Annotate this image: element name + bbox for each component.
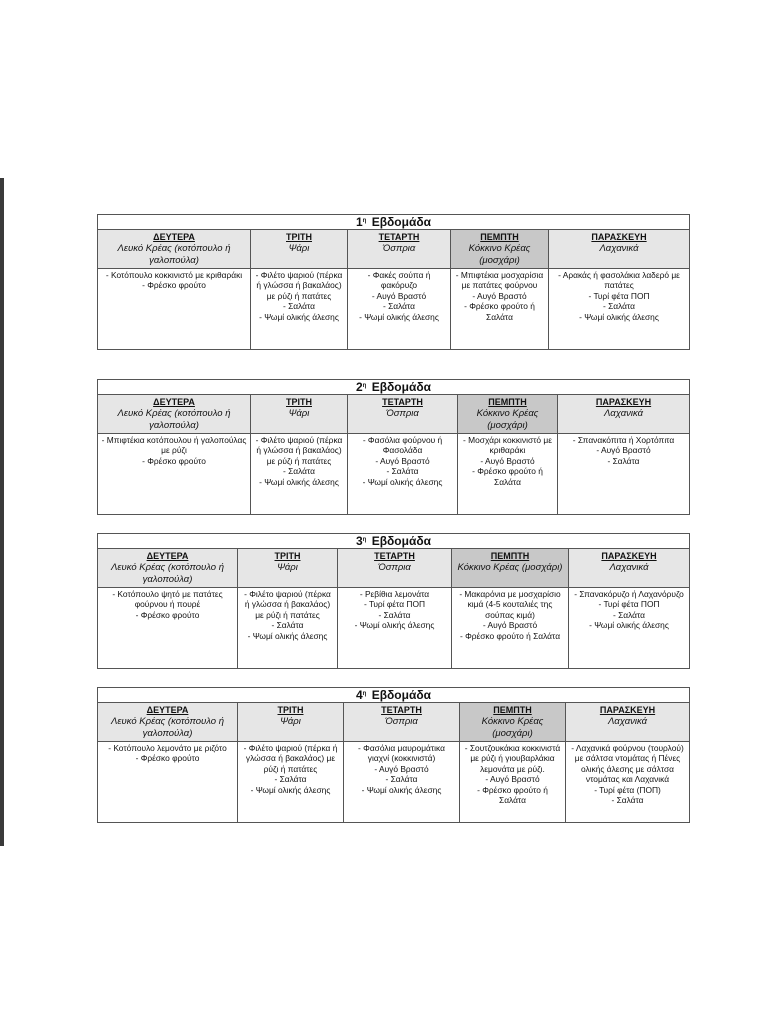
day-name: ΠΑΡΑΣΚΕΥΗ: [591, 232, 647, 242]
meal-item: - Σαλάτα: [607, 455, 640, 466]
day-name: ΠΑΡΑΣΚΕΥΗ: [601, 551, 657, 561]
header-row: [98, 230, 689, 269]
meal-item: - Φρέσκο φρούτο: [142, 280, 206, 291]
meal-item: - Τυρί φέτα ΠΟΠ: [588, 290, 650, 301]
day-name: ΔΕΥΤΕΡΑ: [146, 551, 189, 561]
day-category: Όσπρια: [378, 562, 411, 573]
week-title: [98, 688, 689, 703]
header-row: [98, 703, 689, 742]
day-category: Λαχανικά: [609, 562, 649, 573]
week-title-word: Εβδομάδα: [371, 688, 431, 702]
day-name: ΤΕΤΑΡΤΗ: [381, 705, 422, 715]
meal-item: - Φασόλια φούρνου ή Φασολάδα: [362, 435, 443, 456]
meal-item: - Σαλάτα: [602, 301, 636, 312]
meals-row: [98, 588, 689, 668]
meal-item: - Σαλάτα: [612, 609, 646, 620]
meal-item: - Τυρί φέτα (ΠΟΠ): [594, 784, 661, 795]
meal-item: - Φιλέτο ψαριού (πέρκα ή γλώσσα ή βακαλάος) με ρύζι ή πατάτες: [255, 435, 343, 466]
header-monday: [98, 703, 238, 741]
meal-cell-tuesday: [238, 588, 338, 668]
header-friday: [569, 549, 689, 587]
header-monday: [98, 549, 238, 587]
meal-item: - Σαλάτα: [271, 620, 304, 631]
meal-cell-monday: [98, 269, 251, 349]
day-name: ΤΡΙΤΗ: [286, 397, 312, 407]
meal-cell-monday: [98, 434, 251, 514]
header-wednesday: [344, 703, 460, 741]
meal-item: - Τυρί φέτα ΠΟΠ: [598, 599, 660, 610]
header-wednesday: [348, 395, 458, 433]
meal-item: - Ψωμί ολικής άλεσης: [589, 620, 669, 631]
meal-item: - Αυγό Βραστό: [374, 763, 429, 774]
meal-cell-friday: [566, 742, 689, 822]
meal-item: - Αυγό Βραστό: [472, 290, 527, 301]
meal-cell-thursday: [460, 742, 566, 822]
meal-item: - Αυγό Βραστό: [482, 620, 538, 631]
meal-item: - Φρέσκο φρούτο: [142, 455, 206, 466]
day-name: ΠΕΜΠΤΗ: [493, 705, 532, 715]
meal-cell-thursday: [458, 434, 558, 514]
meal-item: - Λαχανικά φούρνου (τουρλού) με σάλτσα ντομάτας ή Πένες ολικής άλεσης με σάλτσα ντομάτας και Λαχανικά: [571, 743, 684, 785]
meal-item: - Σαλάτα: [282, 466, 316, 477]
week-ordinal: η: [362, 218, 367, 224]
meal-item: - Φιλέτο ψαριού (πέρκα ή γλώσσα ή βακαλάος) με ρύζι ή πατάτες: [244, 589, 331, 620]
day-category: Όσπρια: [386, 408, 419, 419]
meal-item: - Ψωμί ολικής άλεσης: [250, 784, 331, 795]
day-name: ΤΡΙΤΗ: [286, 232, 312, 242]
meal-item: - Ψωμί ολικής άλεσης: [362, 476, 443, 487]
header-row: [98, 395, 689, 434]
day-category: Λαχανικά: [607, 716, 648, 727]
week-2-table: [97, 379, 690, 515]
meal-item: - Φιλέτο ψαριού (πέρκα ή γλώσσα ή βακαλάος) με ρύζι ή πατάτες: [243, 743, 338, 774]
header-tuesday: [251, 395, 348, 433]
week-1-table: [97, 214, 690, 350]
meal-item: - Μπιφτέκια μοσχαρίσια με πατάτες φούρνου: [455, 270, 544, 291]
meal-cell-monday: [98, 742, 238, 822]
meal-item: - Σαλάτα: [611, 795, 644, 806]
meals-row: [98, 269, 689, 349]
day-name: ΠΑΡΑΣΚΕΥΗ: [595, 397, 652, 407]
meals-row: [98, 434, 689, 514]
week-4-table: [97, 687, 690, 823]
week-title: [98, 215, 689, 230]
meal-item: - Αυγό Βραστό: [375, 455, 430, 466]
meal-item: - Σαλάτα: [274, 774, 307, 785]
day-name: ΤΕΤΑΡΤΗ: [378, 232, 420, 242]
header-thursday: [460, 703, 566, 741]
meal-item: - Ψωμί ολικής άλεσης: [354, 620, 435, 631]
header-row: [98, 549, 689, 588]
meal-cell-thursday: [452, 588, 569, 668]
meal-item: - Ψωμί ολικής άλεσης: [359, 311, 439, 322]
day-category: Ψάρι: [277, 562, 298, 573]
meal-item: - Φακές σούπα ή φακόρυζο: [367, 270, 431, 291]
meal-item: - Μοσχάρι κοκκινιστό με κριθαράκι: [463, 435, 552, 456]
meal-cell-wednesday: [344, 742, 460, 822]
week-title-word: Εβδομάδα: [371, 534, 431, 548]
meal-item: - Φρέσκο φρούτο ή Σαλάτα: [464, 301, 535, 322]
header-wednesday: [348, 230, 451, 268]
meal-cell-tuesday: [238, 742, 344, 822]
meal-item: - Ρεβίθια λεμονάτα: [359, 589, 430, 599]
week-title-word: Εβδομάδα: [371, 215, 431, 229]
meal-item: - Κοτόπουλο κοκκινιστό με κριθαράκι: [105, 270, 243, 280]
meal-item: - Αυγό Βραστό: [371, 290, 427, 301]
meal-item: - Μακαρόνια με μοσχαρίσιο κιμά (4-5 κουταλιές της σούπας κιμά): [459, 589, 561, 620]
meal-item: - Φρέσκο φρούτο: [135, 609, 200, 620]
day-category: Όσπρια: [382, 243, 416, 254]
meal-cell-tuesday: [251, 434, 348, 514]
meal-item: - Αυγό Βραστό: [480, 455, 535, 466]
meal-item: - Φρέσκο φρούτο ή Σαλάτα: [472, 466, 543, 487]
day-name: ΤΕΤΑΡΤΗ: [382, 397, 423, 407]
meal-item: - Μπιφτέκια κοτόπουλου ή γαλοπούλας με ρύζι: [101, 435, 247, 456]
day-name: ΤΡΙΤΗ: [274, 551, 301, 561]
day-category: Κόκκινο Κρέας (μοσχάρι): [457, 562, 563, 573]
day-category: Λευκό Κρέας (κοτόπουλο ή γαλοπούλα): [117, 408, 231, 431]
meal-item: - Κοτόπουλο λεμονάτο με ριζότο: [108, 743, 227, 753]
meal-item: - Σαλάτα: [382, 301, 416, 312]
day-name: ΤΕΤΑΡΤΗ: [374, 551, 415, 561]
meal-item: - Φρέσκο φρούτο ή Σαλάτα: [477, 784, 548, 806]
day-name: ΔΕΥΤΕΡΑ: [153, 397, 195, 407]
meal-cell-monday: [98, 588, 238, 668]
day-category: Κόκκινο Κρέας (μοσχάρι): [481, 716, 544, 739]
day-category: Κόκκινο Κρέας (μοσχάρι): [468, 243, 531, 266]
header-tuesday: [251, 230, 348, 268]
day-name: ΔΕΥΤΕΡΑ: [146, 705, 189, 715]
day-category: Λευκό Κρέας (κοτόπουλο ή γαλοπούλα): [117, 243, 231, 266]
week-ordinal: η: [362, 537, 367, 543]
meal-cell-friday: [558, 434, 689, 514]
day-category: Λευκό Κρέας (κοτόπουλο ή γαλοπούλα): [111, 716, 224, 739]
header-tuesday: [238, 549, 338, 587]
meal-item: - Κοτόπουλο ψητό με πατάτες φούρνου ή πουρέ: [112, 589, 223, 610]
week-title: [98, 534, 689, 549]
meals-row: [98, 742, 689, 822]
week-3-table: [97, 533, 690, 669]
header-wednesday: [338, 549, 452, 587]
meal-item: - Φασόλια μαυρομάτικα γιαχνί (κοκκινιστά): [358, 743, 445, 764]
meal-item: - Αυγό Βραστό: [485, 774, 540, 785]
header-thursday: [458, 395, 558, 433]
day-category: Λαχανικά: [599, 243, 639, 254]
header-monday: [98, 395, 251, 433]
week-number: 3: [355, 534, 363, 548]
day-name: ΠΕΜΠΤΗ: [488, 397, 527, 407]
meal-item: - Φιλέτο ψαριού (πέρκα ή γλώσσα ή βακαλάος) με ρύζι ή πατάτες: [255, 270, 343, 301]
meal-item: - Αρακάς ή φασολάκια λαδερό με πατάτες: [558, 270, 680, 291]
meal-item: - Ψωμί ολικής άλεσης: [259, 311, 339, 322]
meal-cell-wednesday: [348, 434, 458, 514]
day-name: ΠΕΜΠΤΗ: [480, 232, 519, 242]
meal-item: - Ψωμί ολικής άλεσης: [247, 630, 328, 641]
meal-item: - Σαλάτα: [378, 609, 411, 620]
header-tuesday: [238, 703, 344, 741]
left-edge-bar: [0, 178, 4, 846]
week-number: 2: [355, 380, 363, 394]
meal-item: - Σαλάτα: [282, 301, 316, 312]
meal-item: - Φρέσκο φρούτο: [135, 753, 200, 764]
meal-item: - Ψωμί ολικής άλεσης: [579, 311, 659, 322]
week-number: 1: [355, 215, 363, 229]
meal-item: - Αυγό Βραστό: [596, 445, 651, 456]
meal-cell-tuesday: [251, 269, 348, 349]
day-name: ΤΡΙΤΗ: [277, 705, 304, 715]
day-name: ΠΕΜΠΤΗ: [490, 551, 530, 561]
day-category: Ψάρι: [288, 243, 310, 254]
day-name: ΠΑΡΑΣΚΕΥΗ: [599, 705, 656, 715]
meal-item: - Σαλάτα: [386, 466, 419, 477]
week-title-word: Εβδομάδα: [371, 380, 431, 394]
meal-item: - Σπανακόρυζο ή Λαχανόρυζο: [574, 589, 684, 599]
header-thursday: [452, 549, 569, 587]
meal-item: - Τυρί φέτα ΠΟΠ: [363, 599, 426, 610]
week-number: 4: [355, 688, 363, 702]
meal-item: - Σπανακόπιτα ή Χορτόπιτα: [572, 435, 675, 445]
day-category: Ψάρι: [288, 408, 310, 419]
meal-item: - Σουτζουκάκια κοκκινιστά με ρύζι ή γιουβαρλάκια λεμονάτα με ρύζι.: [464, 743, 561, 774]
week-ordinal: η: [362, 691, 367, 697]
day-category: Κόκκινο Κρέας (μοσχάρι): [476, 408, 539, 431]
meal-item: - Ψωμί ολικής άλεσης: [259, 476, 339, 487]
day-category: Όσπρια: [385, 716, 418, 727]
meal-cell-friday: [549, 269, 689, 349]
day-category: Ψάρι: [280, 716, 301, 727]
meal-cell-friday: [569, 588, 689, 668]
week-ordinal: η: [362, 383, 367, 389]
meal-item: - Ψωμί ολικής άλεσης: [361, 784, 442, 795]
week-title: [98, 380, 689, 395]
day-category: Λαχανικά: [603, 408, 644, 419]
header-monday: [98, 230, 251, 268]
meal-cell-wednesday: [348, 269, 451, 349]
meal-cell-wednesday: [338, 588, 452, 668]
day-category: Λευκό Κρέας (κοτόπουλο ή γαλοπούλα): [111, 562, 224, 585]
header-friday: [549, 230, 689, 268]
header-friday: [566, 703, 689, 741]
header-friday: [558, 395, 689, 433]
header-thursday: [451, 230, 549, 268]
day-name: ΔΕΥΤΕΡΑ: [153, 232, 195, 242]
meal-item: - Φρέσκο φρούτο ή Σαλάτα: [459, 630, 561, 641]
meal-item: - Σαλάτα: [385, 774, 418, 785]
meal-cell-thursday: [451, 269, 549, 349]
